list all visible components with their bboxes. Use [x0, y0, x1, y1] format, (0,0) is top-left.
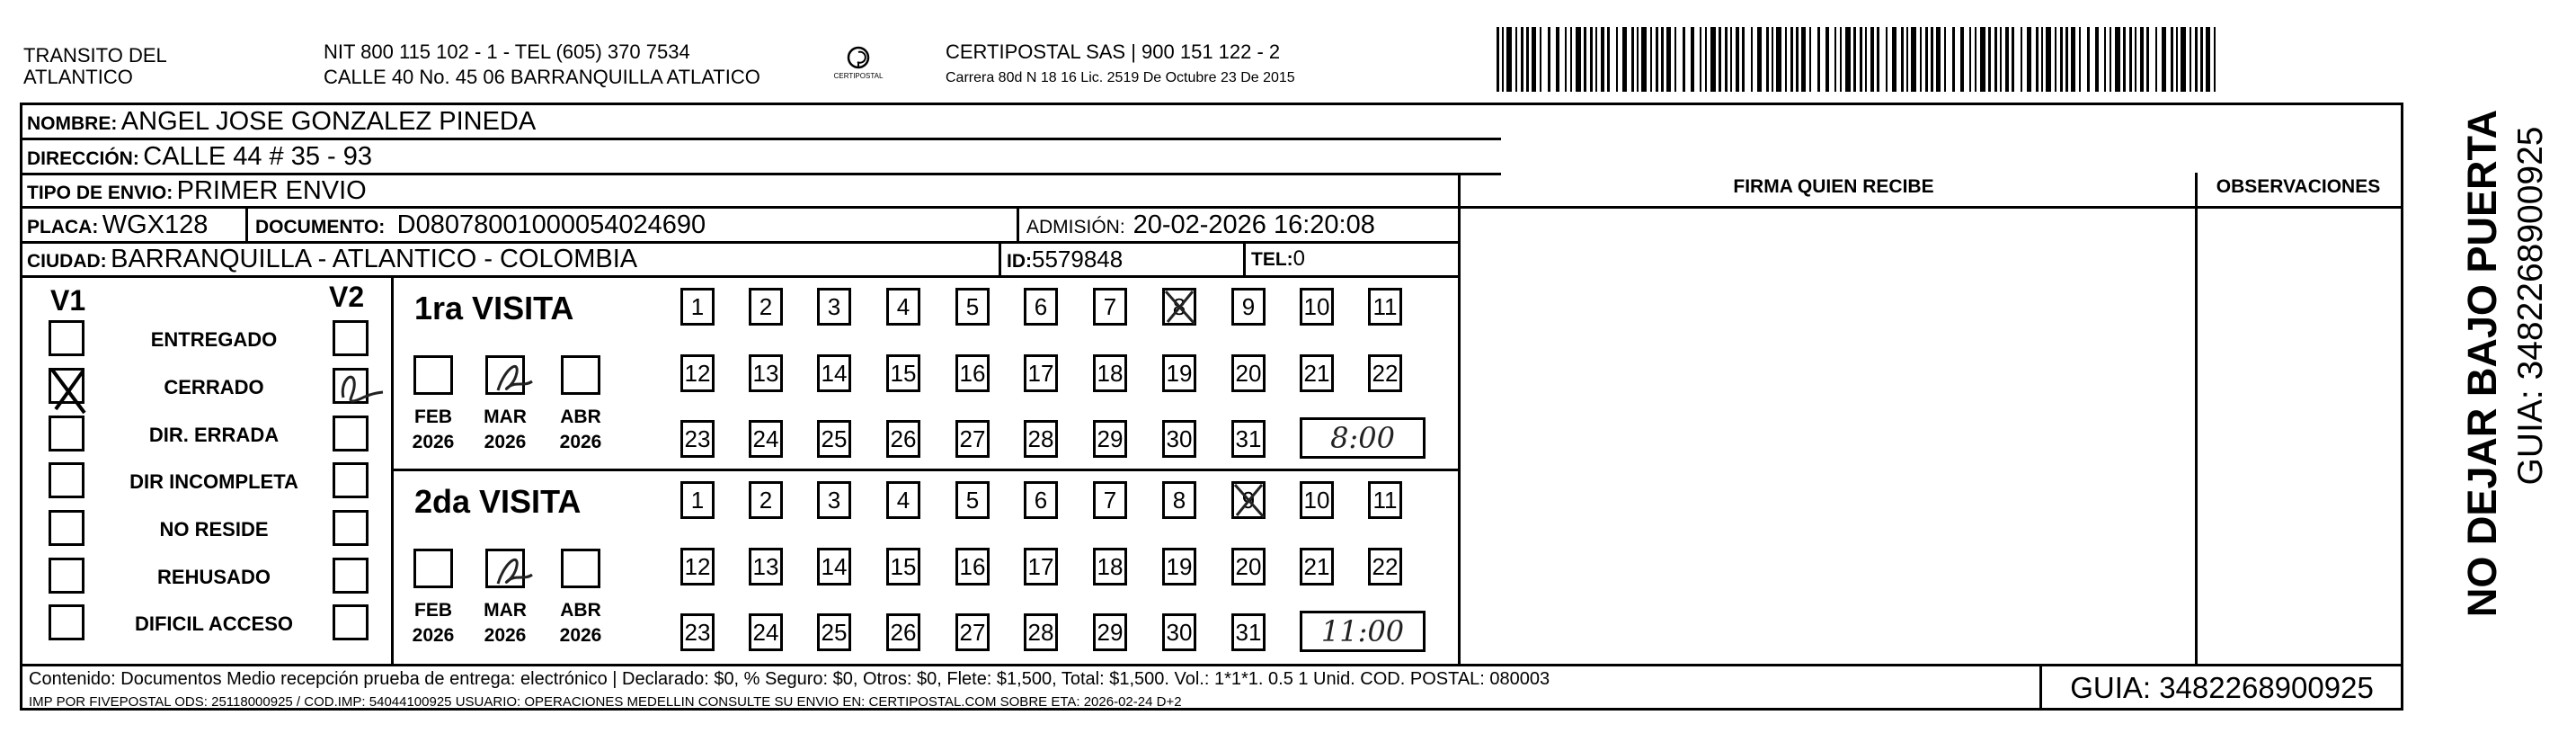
month-year: 2026 — [412, 432, 455, 452]
day-box[interactable]: 4 — [886, 288, 920, 326]
no-dejar-bajo-puerta-warning: NO DEJAR BAJO PUERTA — [2459, 109, 2505, 618]
time-box[interactable] — [1300, 611, 1426, 652]
day-box[interactable]: 20 — [1231, 354, 1266, 392]
day-box[interactable]: 11 — [1368, 288, 1402, 326]
day-box[interactable]: 15 — [886, 548, 920, 586]
handwritten-time: 11:00 — [1320, 614, 1405, 648]
v1-checkbox[interactable] — [49, 462, 84, 498]
side-guia: GUIA: 3482268900925 — [2511, 126, 2550, 486]
day-box[interactable]: 14 — [817, 548, 851, 586]
ciudad-field: CIUDAD: BARRANQUILLA - ATLANTICO - COLOMBIA — [27, 245, 638, 273]
tipo-field: TIPO DE ENVIO: PRIMER ENVIO — [27, 176, 367, 205]
day-box[interactable]: 16 — [955, 548, 990, 586]
month-check-mark — [485, 544, 539, 599]
day-box[interactable]: 29 — [1093, 420, 1127, 458]
month-name: ABR — [560, 407, 601, 427]
day-box[interactable]: 8 — [1162, 481, 1196, 519]
day-box[interactable]: 4 — [886, 481, 920, 519]
month-name: FEB — [414, 600, 452, 621]
day-box[interactable]: 30 — [1162, 420, 1196, 458]
day-box[interactable]: 28 — [1024, 613, 1058, 651]
v1-checkbox[interactable] — [49, 510, 84, 546]
day-box[interactable]: 18 — [1093, 548, 1127, 586]
v2-checkbox[interactable] — [333, 462, 369, 498]
month-name: MAR — [484, 600, 527, 621]
day-box[interactable]: 19 — [1162, 354, 1196, 392]
v1-checkbox[interactable] — [49, 320, 84, 356]
month-checkbox[interactable] — [413, 549, 453, 588]
month-year: 2026 — [484, 432, 527, 452]
direccion-field: DIRECCIÓN: CALLE 44 # 35 - 93 — [27, 142, 373, 171]
month-checkbox[interactable] — [561, 355, 600, 395]
visit-title: 2da VISITA — [414, 483, 582, 520]
placa-field: PLACA: WGX128 — [27, 210, 209, 239]
day-box[interactable]: 29 — [1093, 613, 1127, 651]
day-box[interactable]: 5 — [955, 481, 990, 519]
day-box[interactable]: 31 — [1231, 613, 1266, 651]
day-box[interactable]: 28 — [1024, 420, 1058, 458]
day-box[interactable]: 11 — [1368, 481, 1402, 519]
day-cross-mark — [1160, 284, 1200, 334]
tipo-value: PRIMER ENVIO — [176, 176, 367, 205]
day-box[interactable]: 5 — [955, 288, 990, 326]
day-box[interactable]: 2 — [749, 481, 783, 519]
v1-cerrado-cross-mark — [41, 362, 95, 416]
day-box[interactable]: 7 — [1093, 288, 1127, 326]
day-box[interactable]: 27 — [955, 420, 990, 458]
day-box[interactable]: 1 — [680, 288, 715, 326]
guia-box: GUIA: 3482268900925 — [2070, 671, 2374, 704]
visit-title: 1ra VISITA — [414, 290, 574, 326]
day-box[interactable]: 2 — [749, 288, 783, 326]
handwritten-time: 8:00 — [1330, 421, 1395, 455]
status-label: ENTREGADO — [150, 328, 278, 351]
day-box[interactable]: 23 — [680, 613, 715, 651]
direccion-value: CALLE 44 # 35 - 93 — [143, 142, 373, 171]
certipostal-logo: CERTIPOSTAL — [827, 41, 890, 86]
status-label: DIR. ERRADA — [148, 424, 280, 446]
month-name: FEB — [414, 407, 452, 427]
month-check-mark — [485, 351, 539, 406]
day-box[interactable]: 20 — [1231, 548, 1266, 586]
observaciones-heading: OBSERVACIONES — [2216, 176, 2381, 197]
nombre-value: ANGEL JOSE GONZALEZ PINEDA — [120, 107, 537, 136]
sender-name: TRANSITO DEL ATLANTICO — [23, 44, 166, 88]
day-box[interactable]: 26 — [886, 420, 920, 458]
v2-cerrado-initial-mark — [329, 362, 401, 416]
day-box[interactable]: 13 — [749, 548, 783, 586]
day-box[interactable]: 21 — [1300, 354, 1334, 392]
day-box[interactable]: 19 — [1162, 548, 1196, 586]
month-year: 2026 — [412, 625, 455, 646]
v1-checkbox[interactable] — [49, 558, 84, 594]
day-box[interactable]: 31 — [1231, 420, 1266, 458]
status-label: NO RESIDE — [159, 518, 269, 541]
barcode — [1497, 27, 2226, 92]
day-box[interactable]: 30 — [1162, 613, 1196, 651]
admision-value: 20-02-2026 16:20:08 — [1133, 210, 1375, 239]
tel-field: TEL:0 — [1251, 246, 1306, 271]
status-label: DIFICIL ACCESO — [134, 612, 293, 635]
day-box[interactable]: 3 — [817, 288, 851, 326]
day-cross-mark — [1230, 478, 1269, 527]
day-box[interactable]: 21 — [1300, 548, 1334, 586]
status-label: DIR INCOMPLETA — [129, 470, 298, 493]
month-name: MAR — [484, 407, 527, 427]
id-field: ID:5579848 — [1007, 246, 1124, 273]
v2-checkbox[interactable] — [333, 320, 369, 356]
day-box[interactable]: 22 — [1368, 354, 1402, 392]
month-checkbox[interactable] — [561, 549, 600, 588]
day-box[interactable]: 12 — [680, 548, 715, 586]
day-box[interactable]: 1 — [680, 481, 715, 519]
v2-checkbox[interactable] — [333, 604, 369, 640]
license-line: Carrera 80d N 18 16 Lic. 2519 De Octubre 23 De 2015 — [946, 70, 1295, 85]
day-box[interactable]: 10 — [1300, 481, 1334, 519]
day-box[interactable]: 17 — [1024, 354, 1058, 392]
day-box[interactable]: 9 — [1231, 481, 1266, 519]
month-year: 2026 — [559, 625, 602, 646]
month-year: 2026 — [559, 432, 602, 452]
v2-checkbox[interactable] — [333, 416, 369, 451]
day-box[interactable]: 15 — [886, 354, 920, 392]
day-box[interactable]: 25 — [817, 420, 851, 458]
address-line: CALLE 40 No. 45 06 BARRANQUILLA ATLATICO — [324, 66, 760, 88]
v1-checkbox[interactable] — [49, 604, 84, 640]
firma-heading: FIRMA QUIEN RECIBE — [1733, 176, 1934, 197]
day-box[interactable]: 24 — [749, 420, 783, 458]
time-box[interactable] — [1300, 417, 1426, 459]
v2-checkbox[interactable] — [333, 558, 369, 594]
day-box[interactable]: 6 — [1024, 481, 1058, 519]
month-checkbox[interactable] — [413, 355, 453, 395]
day-box[interactable]: 18 — [1093, 354, 1127, 392]
id-value: 5579848 — [1032, 246, 1124, 273]
nit-line: NIT 800 115 102 - 1 - TEL (605) 370 7534 — [324, 40, 690, 63]
v2-checkbox[interactable] — [333, 510, 369, 546]
ciudad-value: BARRANQUILLA - ATLANTICO - COLOMBIA — [111, 245, 638, 273]
day-box[interactable]: 27 — [955, 613, 990, 651]
admision-field: ADMISIÓN: 20-02-2026 16:20:08 — [1026, 210, 1375, 239]
tel-value: 0 — [1292, 246, 1306, 271]
status-label: REHUSADO — [157, 566, 271, 588]
day-box[interactable]: 7 — [1093, 481, 1127, 519]
day-box[interactable]: 22 — [1368, 548, 1402, 586]
day-box[interactable]: 16 — [955, 354, 990, 392]
month-year: 2026 — [484, 625, 527, 646]
month-name: ABR — [560, 600, 601, 621]
day-box[interactable]: 24 — [749, 613, 783, 651]
day-box[interactable]: 9 — [1231, 288, 1266, 326]
day-box[interactable]: 10 — [1300, 288, 1334, 326]
day-box[interactable]: 23 — [680, 420, 715, 458]
day-box[interactable]: 12 — [680, 354, 715, 392]
day-box[interactable]: 6 — [1024, 288, 1058, 326]
content-line: Contenido: Documentos Medio recepción prueba de entrega: electrónico | Declarado: $0, % Seguro: $0, Otros: $0, Flete: $1,500, Total: $1,500. Vol.: 1*1*1. 0.5 1 Unid. COD. POSTAL: 080003 — [29, 669, 1550, 689]
status-label: CERRADO — [164, 376, 264, 398]
day-box[interactable]: 25 — [817, 613, 851, 651]
day-box[interactable]: 3 — [817, 481, 851, 519]
placa-value: WGX128 — [102, 210, 209, 239]
documento-field: DOCUMENTO: D08078001000054024690 — [255, 210, 706, 239]
day-box[interactable]: 17 — [1024, 548, 1058, 586]
nombre-field: NOMBRE: ANGEL JOSE GONZALEZ PINEDA — [27, 107, 537, 136]
day-box[interactable]: 8 — [1162, 288, 1196, 326]
documento-value: D08078001000054024690 — [396, 210, 706, 239]
day-box[interactable]: 13 — [749, 354, 783, 392]
day-box[interactable]: 26 — [886, 613, 920, 651]
v1-heading: V1 — [50, 284, 86, 317]
company-line: CERTIPOSTAL SAS | 900 151 122 - 2 — [946, 40, 1281, 63]
v2-heading: V2 — [329, 281, 365, 313]
imp-line: IMP POR FIVEPOSTAL ODS: 25118000925 / COD.IMP: 54044100925 USUARIO: OPERACIONES MEDELLIN CONSULTE SU ENVIO EN: CERTIPOSTAL.COM SOBRE ETA: 2026-02-24 D+2 — [29, 694, 1182, 710]
v1-checkbox[interactable] — [49, 416, 84, 451]
day-box[interactable]: 14 — [817, 354, 851, 392]
